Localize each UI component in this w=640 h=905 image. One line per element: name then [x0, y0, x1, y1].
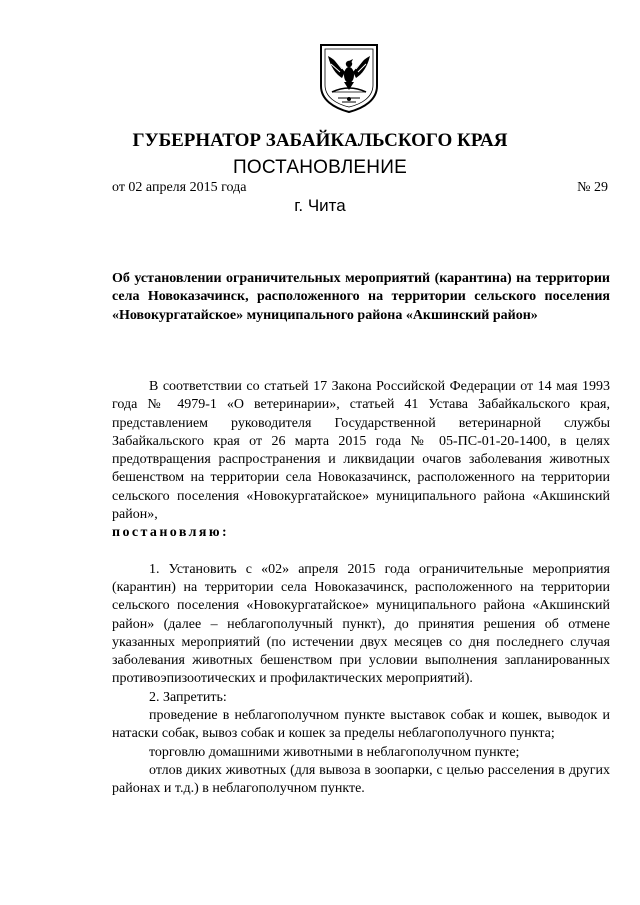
item-2-a-paragraph: проведение в неблагополучном пункте выставок собак и кошек, выводок и натаски собак, вывоз собак и кошек за пределы неблагополучного пункта;	[112, 708, 610, 742]
preamble-paragraph	[112, 378, 610, 543]
item-1-paragraph: 1. Установить с «02» апреля 2015 года ограничительные мероприятия (карантин) на территории села Новоказачинск, расположенного на территории сельского поселения «Новокургатайское» муниципального района «Акшинский район» (далее – неблагополучный пункт), до принятия решения об отмене указанных мероприятий (по истечении двух месяцев со дня последнего случая заболевания животных бешенством при условии выполнения запланированных противоэпизоотических и профилактических мероприятий).	[112, 561, 610, 687]
decree-word: постановляю:	[112, 525, 230, 541]
item-2-heading: 2. Запретить:	[149, 689, 227, 705]
coat-of-arms-emblem-icon	[318, 42, 380, 114]
document-date: от 02 апреля 2015 года	[112, 180, 247, 195]
authority-title: ГУБЕРНАТОР ЗАБАЙКАЛЬСКОГО КРАЯ	[132, 130, 508, 151]
item-2-c-paragraph: отлов диких животных (для вывоза в зоопарки, с целью расселения в других районах и т.д.) в неблагополучном пункте.	[112, 762, 610, 797]
document-type: ПОСТАНОВЛЕНИЕ	[233, 157, 407, 178]
document-subject: Об установлении ограничительных мероприятий (карантина) на территории села Новоказачинск, расположенного на территории сельского поселения «Новокургатайское» муниципального района «Акшинский район»	[112, 271, 610, 323]
document-number: № 29	[577, 180, 608, 195]
document-body	[112, 378, 610, 799]
document-city: г. Чита	[294, 196, 346, 215]
preamble-text: В соответствии со статьей 17 Закона Российской Федерации от 14 мая 1993 года № 4979-1 «О ветеринарии», статьей 41 Устава Забайкальского края, представлением руководителя Государственной ветеринарной службы Забайкальского края от 26 марта 2015 года № 05-ПС-01-20-1400, в целях предотвращения распространения и ликвидации очагов заболевания животных бешенством на территории села Новоказачинск, расположенного на территории сельского поселения «Новокургатайское» муниципального района «Акшинский район»,	[112, 379, 610, 523]
item-2-b-paragraph: торговлю домашними животными в неблагополучном пункте;	[149, 744, 520, 760]
